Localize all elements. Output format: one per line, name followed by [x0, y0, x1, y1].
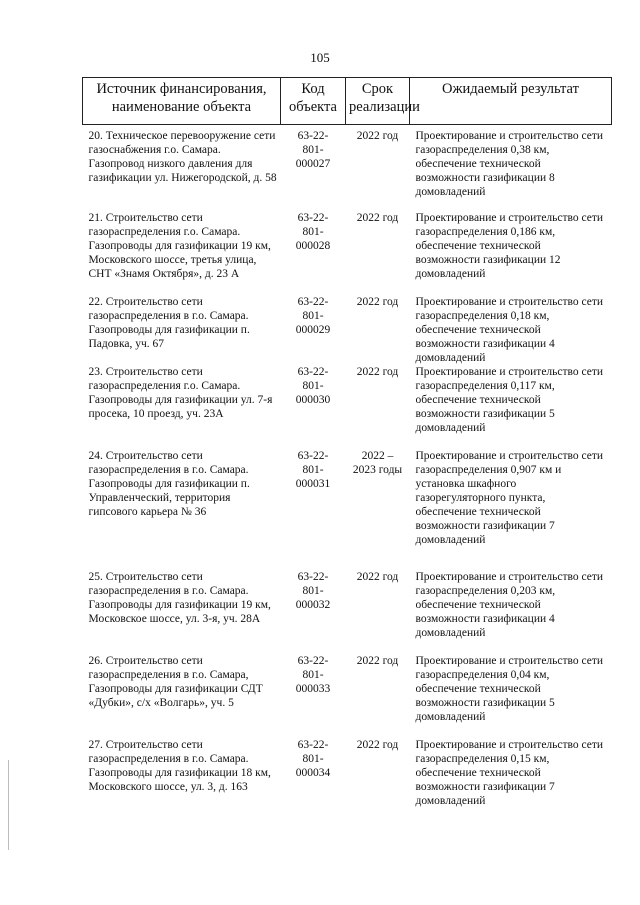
- table-row: [83, 125, 612, 212]
- row-term: 2022 год: [356, 366, 399, 378]
- row-result: Проектирование и строительство сети газораспределения 0,117 км, обеспечение технической возможности газификации 5 домовладений: [415, 366, 604, 434]
- row-code: [281, 365, 346, 449]
- row-code: [281, 449, 346, 570]
- row-source: 24. Строительство сети газораспределения в г.о. Самара. Газопроводы для газификации п. Управленческий, территория гипсового карьера № 36: [88, 450, 250, 518]
- row-code-part: 63-22-: [297, 655, 329, 667]
- row-code-part: 63-22-: [297, 571, 329, 583]
- row-result: Проектирование и строительство сети газораспределения 0,186 км, обеспечение технической возможности газификации 12 домовладений: [415, 212, 604, 280]
- row-code-part: 801-: [302, 144, 324, 156]
- row-code-part: 000029: [295, 324, 331, 336]
- row-code-part: 63-22-: [297, 739, 329, 751]
- row-result: Проектирование и строительство сети газораспределения 0,38 км, обеспечение технической возможности газификации 8 домовладений: [415, 130, 604, 198]
- table-row: [83, 654, 612, 738]
- row-code-part: 801-: [302, 464, 324, 476]
- row-code-part: 000032: [295, 599, 331, 611]
- header-code: Код объекта: [281, 78, 346, 125]
- row-code-part: 63-22-: [297, 296, 329, 308]
- row-result: Проектирование и строительство сети газораспределения 0,15 км, обеспечение технической возможности газификации 7 домовладений: [415, 739, 604, 807]
- row-source: 20. Техническое перевооружение сети газоснабжения г.о. Самара. Газопровод низкого давления для газификации ул. Нижегородской, д. 58: [88, 130, 277, 184]
- row-term: 2022 год: [356, 571, 399, 583]
- header-term: Срок реализации: [346, 78, 410, 125]
- row-code: [281, 738, 346, 822]
- row-term: 2022 год: [356, 655, 399, 667]
- header-source: Источник финансирования, наименование объекта: [83, 78, 281, 125]
- row-code: [281, 570, 346, 654]
- row-result: Проектирование и строительство сети газораспределения 0,907 км и установка шкафного газорегуляторного пункта, обеспечение технической возможности газификации 7 домовладений: [415, 450, 604, 546]
- row-code-part: 000030: [295, 394, 331, 406]
- row-source: 26. Строительство сети газораспределения в г.о. Самара, Газопроводы для газификации СДТ «Дубки», с/х «Волгарь», уч. 5: [88, 655, 263, 709]
- row-code-part: 801-: [302, 669, 324, 681]
- row-code: [281, 125, 346, 212]
- row-code-part: 000027: [295, 158, 331, 170]
- row-term: 2022 – 2023 годы: [352, 450, 403, 476]
- row-source: 27. Строительство сети газораспределения в г.о. Самара. Газопроводы для газификации 18 км, Московского шоссе, ул. 3, д. 163: [88, 739, 271, 793]
- row-code-part: 801-: [302, 585, 324, 597]
- scan-margin-mark: [8, 760, 9, 850]
- row-code: [281, 211, 346, 295]
- row-code-part: 801-: [302, 226, 324, 238]
- table-row: [83, 738, 612, 822]
- page-number: 105: [310, 50, 330, 65]
- row-code-part: 000033: [295, 683, 331, 695]
- row-source: 23. Строительство сети газораспределения г.о. Самара. Газопроводы для газификации ул. 7-я просека, 10 проезд, уч. 23А: [88, 366, 273, 420]
- table-row: [83, 211, 612, 295]
- row-code-part: 801-: [302, 310, 324, 322]
- row-code-part: 63-22-: [297, 212, 329, 224]
- row-code-part: 000028: [295, 240, 331, 252]
- header-result: Ожидаемый результат: [410, 78, 612, 125]
- row-code-part: 63-22-: [297, 366, 329, 378]
- table-row: [83, 449, 612, 570]
- row-code: [281, 654, 346, 738]
- row-code-part: 000034: [295, 767, 331, 779]
- row-result: Проектирование и строительство сети газораспределения 0,18 км, обеспечение технической возможности газификации 4 домовладений: [415, 296, 604, 364]
- row-code-part: 000031: [295, 478, 331, 490]
- financing-table: [82, 77, 612, 822]
- row-term: 2022 год: [356, 212, 399, 224]
- row-source: 21. Строительство сети газораспределения г.о. Самара. Газопроводы для газификации 19 км, Московского шоссе, третья улица, СНТ «Знамя Октября», д. 23 А: [88, 212, 271, 280]
- table-row: [83, 365, 612, 449]
- row-code-part: 801-: [302, 380, 324, 392]
- row-source: 22. Строительство сети газораспределения в г.о. Самара. Газопроводы для газификации п. Падовка, уч. 67: [88, 296, 250, 350]
- row-term: 2022 год: [356, 739, 399, 751]
- row-term: 2022 год: [356, 130, 399, 142]
- row-code-part: 63-22-: [297, 130, 329, 142]
- row-code: [281, 295, 346, 365]
- row-result: Проектирование и строительство сети газораспределения 0,04 км, обеспечение технической возможности газификации 5 домовладений: [415, 655, 604, 723]
- table-header-row: [83, 78, 612, 125]
- row-source: 25. Строительство сети газораспределения в г.о. Самара. Газопроводы для газификации 19 км, Московское шоссе, ул. 3-я, уч. 28А: [88, 571, 271, 625]
- row-result: Проектирование и строительство сети газораспределения 0,203 км, обеспечение технической возможности газификации 4 домовладений: [415, 571, 604, 639]
- row-code-part: 63-22-: [297, 450, 329, 462]
- table-row: [83, 295, 612, 365]
- row-code-part: 801-: [302, 753, 324, 765]
- table-row: [83, 570, 612, 654]
- row-term: 2022 год: [356, 296, 399, 308]
